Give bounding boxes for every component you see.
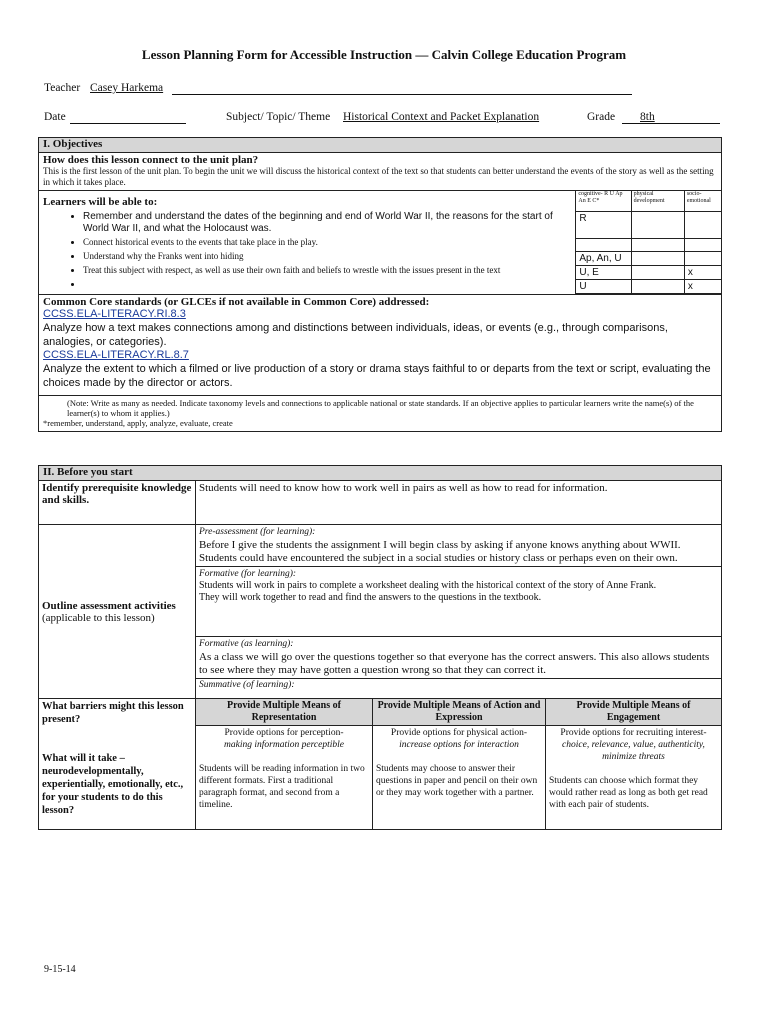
- prereq-text: Students will need to know how to work well in pairs as well as how to read for information.: [196, 481, 722, 525]
- formative-as-text: As a class we will go over the questions together so that everyone has the correct answers. This also allows students to see where they may have gotten a question wrong so that they can correct it.: [199, 651, 710, 676]
- standard-link[interactable]: CCSS.ELA-LITERACY.RI.8.3: [43, 307, 186, 320]
- formative-for-text-2: They will work together to read and find the answers to the questions in the textbook.: [199, 592, 542, 603]
- pre-assessment-cell: [196, 525, 722, 567]
- objective-item: • Connect historical events to the events that take place in the play.: [83, 235, 571, 249]
- socio-cell: x: [684, 265, 721, 279]
- col-socio: socio-emotional: [684, 191, 721, 211]
- summative-label: Summative (of learning):: [199, 680, 295, 690]
- teacher-label: Teacher: [44, 82, 81, 94]
- udl-engagement-cell: [546, 726, 722, 830]
- common-core-heading: Common Core standards (or GLCEs if not available in Common Core) addressed:: [43, 295, 430, 308]
- unit-connection-cell: [39, 153, 722, 191]
- learners-list: [39, 211, 576, 293]
- prereq-label: Identify prerequisite knowledge and skills.: [39, 481, 196, 525]
- teacher-value: Casey Harkema: [90, 82, 164, 94]
- udl-engagement-sub: Provide options for recruiting interest-: [560, 728, 707, 738]
- grade-value: 8th: [640, 111, 655, 123]
- common-core-cell: [39, 294, 722, 395]
- standard-text: Analyze how a text makes connections among and distinctions between individuals, ideas, or events (e.g., through comparisons, analogies, or categories).: [43, 321, 668, 348]
- socio-cell: x: [684, 279, 721, 293]
- learners-heading: Learners will be able to:: [39, 191, 576, 211]
- assessment-label: Outline assessment activities: [42, 599, 176, 612]
- note-cell: [39, 395, 722, 431]
- udl-action-sub2: increase options for interaction: [399, 740, 519, 750]
- objective-item: [83, 277, 571, 291]
- cognitive-cell: U, E: [576, 265, 631, 279]
- udl-action-cell: [373, 726, 546, 830]
- assessment-sublabel: (applicable to this lesson): [42, 611, 155, 624]
- barriers-cell: [39, 699, 196, 830]
- standard-text: Analyze the extent to which a filmed or live production of a story or drama stays faithful to or departs from the text or script, evaluating the choices made by the director or actors.: [43, 362, 711, 389]
- col-physical: physical development: [631, 191, 684, 211]
- unit-connection-question: How does this lesson connect to the unit plan?: [43, 154, 259, 166]
- formative-for-cell: [196, 567, 722, 637]
- formative-as-label: Formative (as learning):: [199, 639, 294, 649]
- cognitive-cell: U: [576, 279, 631, 293]
- udl-representation-sub2: making information perceptible: [224, 740, 344, 750]
- grade-underline: [622, 123, 720, 124]
- date-field[interactable]: [70, 123, 186, 124]
- udl-engagement-head: Provide Multiple Means of Engagement: [546, 699, 722, 726]
- subject-value: Historical Context and Packet Explanation: [343, 111, 540, 123]
- before-section-title: II. Before you start: [39, 466, 722, 481]
- udl-representation-cell: [196, 726, 373, 830]
- udl-representation-head: Provide Multiple Means of Representation: [196, 699, 373, 726]
- taxonomy-footnote: *remember, understand, apply, analyze, evaluate, create: [43, 417, 233, 428]
- unit-connection-answer: This is the first lesson of the unit plan. To begin the unit we will discuss the historical context of the text so that students can better understand the events of the story as well as the setting in which it takes place.: [43, 166, 714, 187]
- formative-as-cell: [196, 637, 722, 679]
- subject-label: Subject/ Topic/ Theme: [226, 111, 331, 123]
- what-will-it-take-label: What will it take – neurodevelopmentally, experientially, emotionally, etc., for your students to do this lesson?: [42, 753, 184, 816]
- before-table: [38, 465, 722, 830]
- cognitive-cell: [576, 238, 631, 251]
- objective-item: • Treat this subject with respect, as well as use their own faith and beliefs to wrestle with the issues present in the text: [83, 263, 571, 277]
- date-label: Date: [44, 111, 66, 123]
- udl-engagement-text: Students can choose which format they would rather read as long as both get read with each pair of students.: [549, 776, 708, 810]
- objective-item: • Understand why the Franks went into hiding: [83, 249, 571, 263]
- standard-link[interactable]: CCSS.ELA-LITERACY.RL.8.7: [43, 348, 189, 361]
- form-title: Lesson Planning Form for Accessible Instruction — Calvin College Education Program: [141, 47, 627, 62]
- pre-assessment-label: Pre-assessment (for learning):: [199, 527, 316, 537]
- cognitive-cell: Ap, An, U: [576, 251, 631, 265]
- assessment-label-cell: [39, 525, 196, 699]
- objectives-section-title: I. Objectives: [39, 138, 722, 153]
- objective-item: • Remember and understand the dates of the beginning and end of World War II, the reasons for the start of World War II, and what the Holocaust was.: [83, 211, 571, 235]
- udl-action-text: Students may choose to answer their questions in paper and pencil on their own or they may work together with a partner.: [376, 764, 538, 798]
- udl-representation-sub: Provide options for perception-: [224, 728, 344, 738]
- formative-for-text: Students will work in pairs to complete a worksheet dealing with the historical context of the story of Anne Frank.: [199, 580, 657, 591]
- pre-assessment-text: Before I give the students the assignment I will begin class by asking if anyone knows anything about WWII. Students could have encountered the subject in a social studies or history class or perhaps even on their own.: [199, 539, 681, 564]
- objectives-table: [38, 137, 722, 432]
- udl-action-head: Provide Multiple Means of Action and Expression: [373, 699, 546, 726]
- teacher-underline: [172, 94, 632, 95]
- barriers-label: What barriers might this lesson present?: [42, 701, 184, 725]
- udl-representation-text: Students will be reading information in two different formats. First a traditional paragraph format, and second from a timeline.: [199, 764, 365, 810]
- objectives-note: (Note: Write as many as needed. Indicate taxonomy levels and connections to applicable national or state standards. If an objective applies to particular learners write the name(s) of the learner(s) to whom it applies.): [67, 397, 694, 418]
- col-cognitive: cognitive- R U Ap An E C*: [576, 191, 631, 211]
- summative-cell: [196, 679, 722, 699]
- cognitive-cell: R: [576, 211, 631, 238]
- footer-date: 9-15-14: [44, 964, 76, 975]
- learners-table: [39, 191, 721, 294]
- udl-action-sub: Provide options for physical action-: [390, 728, 528, 738]
- grade-label: Grade: [587, 111, 616, 123]
- formative-for-label: Formative (for learning):: [199, 569, 297, 579]
- udl-engagement-sub2: choice, relevance, value, authenticity, minimize threats: [562, 740, 705, 762]
